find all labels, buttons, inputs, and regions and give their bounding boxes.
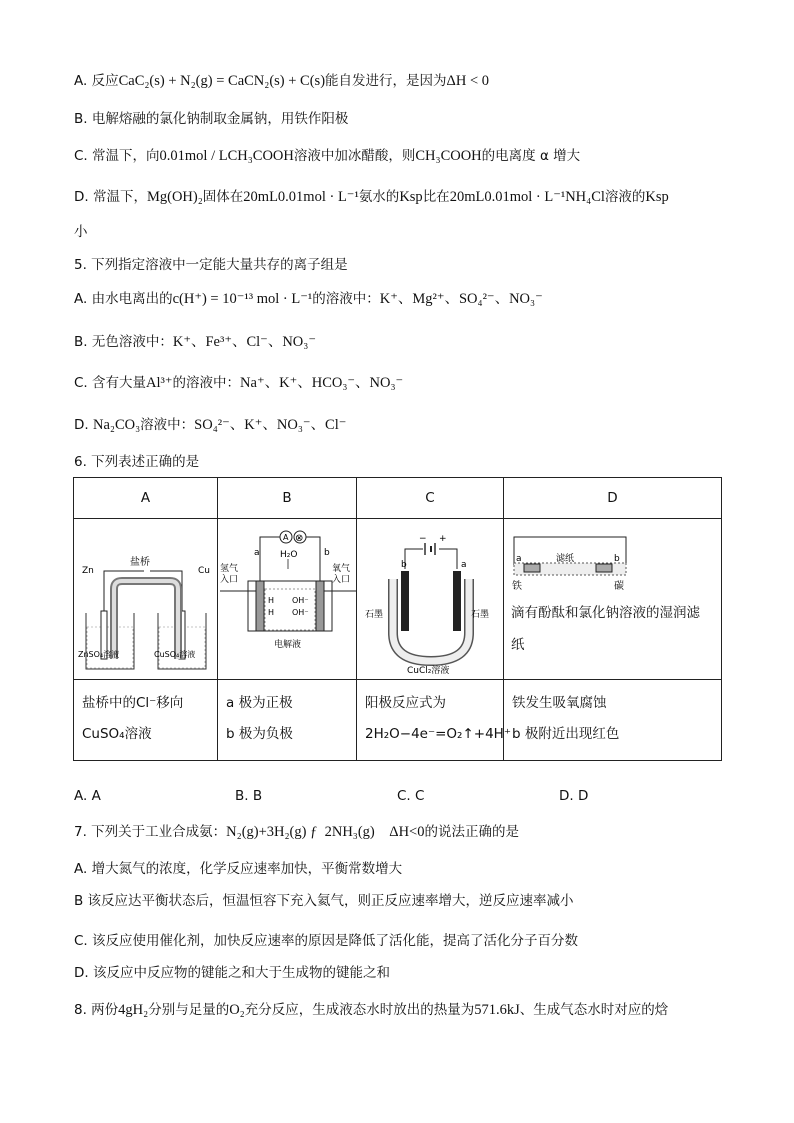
figure-d-cell — [504, 519, 722, 680]
choice-a: A. A — [74, 788, 101, 804]
svg-text:入口: 入口 — [332, 575, 351, 585]
desc-d: 铁发生吸氧腐蚀 b 极附近出现红色 — [504, 680, 722, 761]
filter-paper-label: 滤纸 — [556, 554, 575, 564]
q7-option-a: A. 增大氮气的浓度，化学反应速率加快，平衡常数增大 — [74, 861, 403, 877]
b-label: b — [324, 548, 330, 558]
hydrogen-inlet-label: 氢气 — [220, 564, 239, 574]
svg-text:+: + — [439, 534, 447, 544]
svg-text:H: H — [268, 608, 275, 617]
figure-b-cell — [218, 519, 357, 680]
q4-option-d-tail: 小 — [74, 224, 88, 240]
q4-option-b: B. 电解熔融的氯化钠制取金属钠，用铁作阳极 — [74, 111, 349, 127]
q5-stem: 5. 下列指定溶液中一定能大量共存的离子组是 — [74, 257, 348, 273]
table-header-d: D — [504, 478, 722, 519]
oxygen-inlet-label: 氧气 — [332, 564, 351, 574]
q8-stem: 8. 两份4gH₂分别与足量的O₂充分反应，生成液态水时放出的热量为571.6kJ、生成气态水时对应的焓 — [74, 1002, 669, 1018]
zn-label: Zn — [82, 566, 94, 576]
choice-c: C. C — [397, 788, 425, 804]
figure-a-cell — [74, 519, 218, 680]
q4-option-c: C. 常温下，向0.01mol / LCH₃COOH溶液中加冰醋酸，则CH₃COOH的电离度 α 增大 — [74, 148, 581, 164]
cucl2-label: CuCl₂溶液 — [407, 666, 450, 675]
desc-c: 阳极反应式为 2H₂O−4e⁻=O₂↑+4H⁺ — [357, 680, 504, 761]
galvanic-cell-diagram — [74, 519, 218, 675]
znso4-label: ZnSO₄溶液 — [78, 650, 120, 659]
svg-text:OH⁻: OH⁻ — [292, 596, 309, 605]
q7-option-c: C. 该反应使用催化剂，加快反应速率的原因是降低了活化能，提高了活化分子百分数 — [74, 933, 579, 949]
svg-text:入口: 入口 — [220, 575, 239, 585]
desc-b: a 极为正极 b 极为负极 — [218, 680, 357, 761]
u-tube-electrolysis-diagram — [357, 519, 504, 675]
table-header-a: A — [74, 478, 218, 519]
fuel-cell-diagram — [218, 519, 357, 675]
a-label: a — [254, 548, 260, 558]
q6-stem: 6. 下列表述正确的是 — [74, 454, 200, 470]
q7-option-d: D. 该反应中反应物的键能之和大于生成物的键能之和 — [74, 965, 390, 981]
electrolyte-label: 电解液 — [274, 640, 302, 650]
q7-option-b: B 该反应达平衡状态后，恒温恒容下充入氦气，则正反应速率增大，逆反应速率减小 — [74, 893, 574, 909]
graphite-right-label: 石墨 — [471, 610, 490, 620]
svg-text:⊗: ⊗ — [295, 533, 304, 544]
b-label: b — [401, 560, 407, 570]
svg-text:a: a — [516, 554, 522, 564]
q6-options-table — [73, 477, 722, 761]
salt-bridge-label: 盐桥 — [130, 557, 150, 568]
table-header-b: B — [218, 478, 357, 519]
svg-text:A: A — [283, 533, 289, 542]
table-header-c: C — [357, 478, 504, 519]
q6-choices — [74, 788, 694, 808]
svg-text:b: b — [614, 554, 620, 564]
q4-option-a: A. 反应CaC₂(s) + N₂(g) = CaCN₂(s) + C(s)能自发进行，是因为ΔH < 0 — [74, 73, 490, 89]
q5-option-c: C. 含有大量Al³⁺的溶液中：Na⁺、K⁺、HCO₃⁻、NO₃⁻ — [74, 375, 404, 391]
svg-text:−: − — [419, 534, 427, 544]
desc-a: 盐桥中的Cl⁻移向 CuSO₄溶液 — [74, 680, 218, 761]
a-label: a — [461, 560, 467, 570]
filter-paper-diagram — [504, 519, 722, 595]
svg-text:OH⁻: OH⁻ — [292, 608, 309, 617]
water-label: H₂O — [280, 550, 298, 560]
q5-option-a: A. 由水电离出的c(H⁺) = 10⁻¹³ mol · L⁻¹的溶液中：K⁺、Mg²⁺、SO₄²⁻、NO₃⁻ — [74, 291, 543, 307]
figure-d-caption: 滴有酚酞和氯化钠溶液的湿润滤纸 — [511, 605, 700, 653]
figure-c-cell — [357, 519, 504, 680]
q5-option-d: D. Na₂CO₃溶液中：SO₄²⁻、K⁺、NO₃⁻、Cl⁻ — [74, 417, 347, 433]
q7-stem: 7. 下列关于工业合成氨：N₂(g)+3H₂(g) ƒ 2NH₃(g) ΔH<0的说法正确的是 — [74, 824, 519, 840]
iron-label: 铁 — [512, 581, 522, 592]
cu-label: Cu — [198, 566, 210, 576]
q4-option-d: D. 常温下，Mg(OH)₂固体在20mL0.01mol · L⁻¹氨水的Ksp比在20mL0.01mol · L⁻¹NH₄Cl溶液的Ksp — [74, 189, 669, 205]
svg-text:H: H — [268, 596, 275, 605]
graphite-left-label: 石墨 — [365, 610, 384, 620]
q5-option-b: B. 无色溶液中：K⁺、Fe³⁺、Cl⁻、NO₃⁻ — [74, 334, 316, 350]
cuso4-label: CuSO₄溶液 — [154, 650, 196, 659]
choice-b: B. B — [235, 788, 263, 804]
carbon-label: 碳 — [614, 581, 624, 592]
choice-d: D. D — [559, 788, 589, 804]
